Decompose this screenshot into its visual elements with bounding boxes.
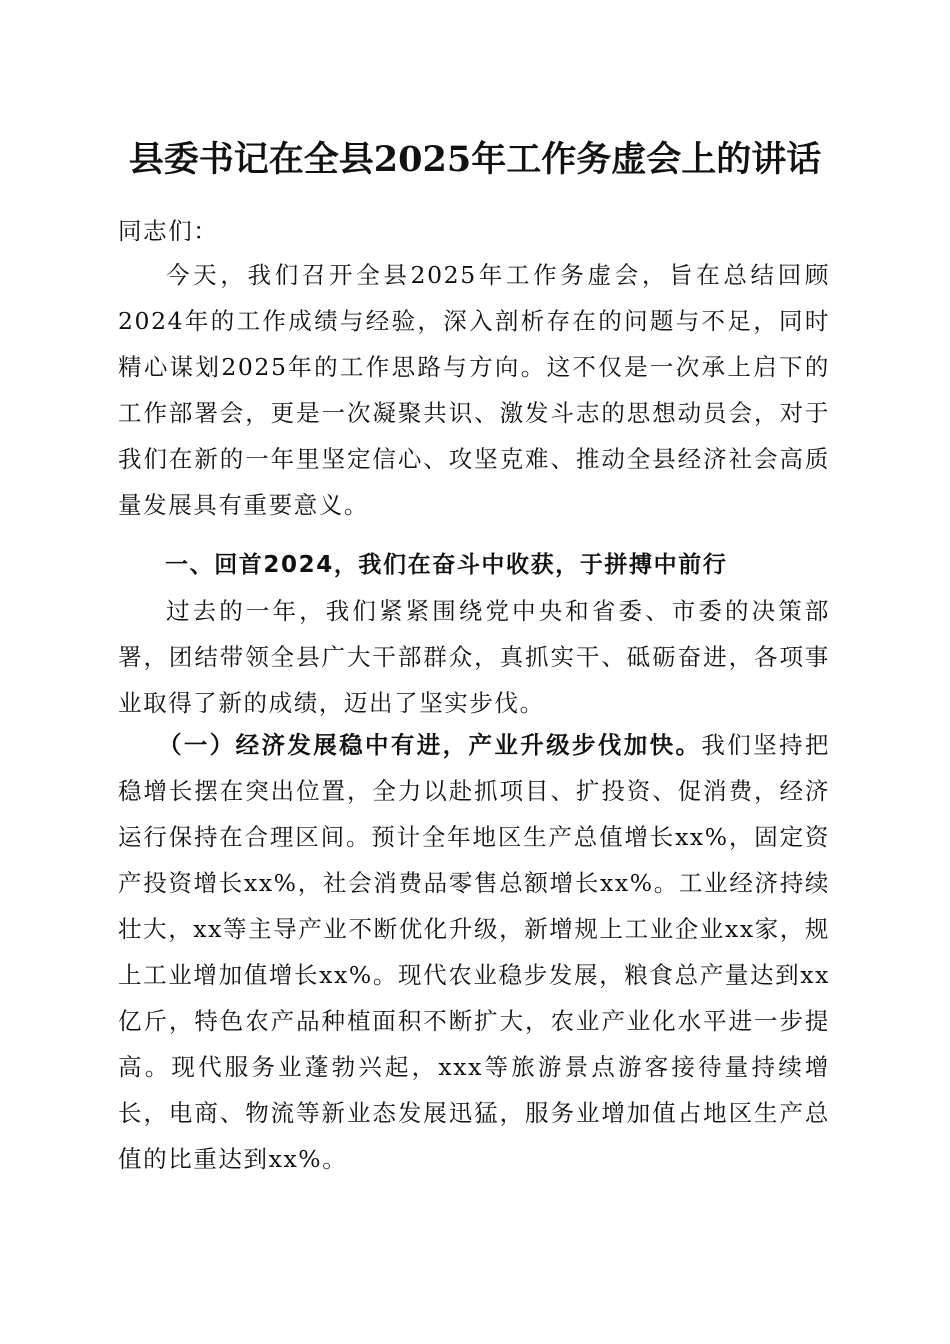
section-heading-1: 一、回首2024，我们在奋斗中收获，于拼搏中前行: [165, 552, 728, 578]
document-title: 县委书记在全县2025年工作务虚会上的讲话: [128, 139, 822, 180]
greeting: 同志们：: [118, 217, 219, 245]
paragraph-review: 过去的一年，我们紧紧围绕党中央和省委、市委的决策部署，团结带领全县广大干部群众，真抓实干、砥砺奋进，各项事业取得了新的成绩，迈出了坚实步伐。: [118, 597, 830, 717]
paragraph-economy: [118, 722, 830, 1182]
subsection-body: 我们坚持把稳增长摆在突出位置，全力以赴抓项目、扩投资、促消费，经济运行保持在合理区间。预计全年地区生产总值增长xx%，固定资产投资增长xx%，社会消费品零售总额增长xx%。工业经济持续壮大，xx等主导产业不断优化升级，新增规上工业企业xx家，规上工业增加值增长xx%。现代农业稳步发展，粮食总产量达到xx亿斤，特色农产品种植面积不断扩大，农业产业化水平进一步提高。现代服务业蓬勃兴起，xxx等旅游景点游客接待量持续增长，电商、物流等新业态发展迅猛，服务业增加值占地区生产总值的比重达到xx%。: [118, 731, 831, 1173]
paragraph-intro: 今天，我们召开全县2025年工作务虚会，旨在总结回顾2024年的工作成绩与经验，深入剖析存在的问题与不足，同时精心谋划2025年的工作思路与方向。这不仅是一次承上启下的工作部署会，更是一次凝聚共识、激发斗志的思想动员会，对于我们在新的一年里坚定信心、攻坚克难、推动全县经济社会高质量发展具有重要意义。: [118, 261, 830, 519]
subsection-lead: （一）经济发展稳中有进，产业升级步伐加快。: [158, 731, 702, 759]
